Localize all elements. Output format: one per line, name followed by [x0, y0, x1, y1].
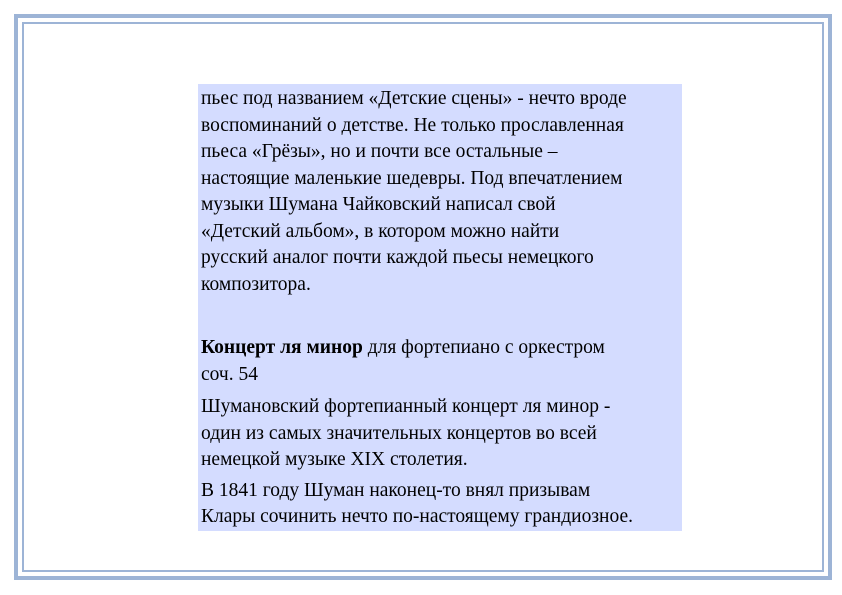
paragraph-concerto-description [201, 394, 679, 474]
text-line: воспоминаний о детстве. Не только прославленная [201, 114, 624, 136]
text-line: В 1841 году Шуман наконец-то внял призывам [201, 479, 591, 501]
text-line: музыки Шумана Чайковский написал свой [201, 194, 556, 215]
text-line: один из самых значительных концертов во всей [201, 422, 597, 444]
text-line: пьеса «Грёзы», но и почти все остальные – [201, 141, 558, 162]
text-line: композитора. [201, 273, 311, 295]
text-line: настоящие маленькие шедевры. Под впечатлением [201, 167, 623, 189]
paragraph-concerto-heading [201, 335, 679, 388]
text-line: русский аналог почти каждой пьесы немецкого [201, 247, 594, 268]
text-line: Клары сочинить нечто по-настоящему грандиозное. [201, 506, 633, 527]
concerto-subtitle: для фортепиано с оркестром [362, 337, 605, 358]
paragraph-spacer [201, 298, 679, 335]
opus-number: соч. 54 [201, 363, 258, 385]
paragraph-children-scenes [201, 86, 679, 298]
paragraph-1841 [201, 478, 679, 531]
text-line: «Детский альбом», в котором можно найти [201, 220, 560, 242]
text-line: Шумановский фортепианный концерт ля минор - [201, 396, 611, 417]
text-box[interactable] [198, 84, 682, 531]
concerto-title: Концерт ля минор [201, 337, 363, 358]
text-line [201, 335, 679, 362]
text-line: пьес под названием «Детские сцены» - нечто вроде [201, 88, 627, 109]
text-line: немецкой музыке XIX столетия. [201, 449, 468, 470]
